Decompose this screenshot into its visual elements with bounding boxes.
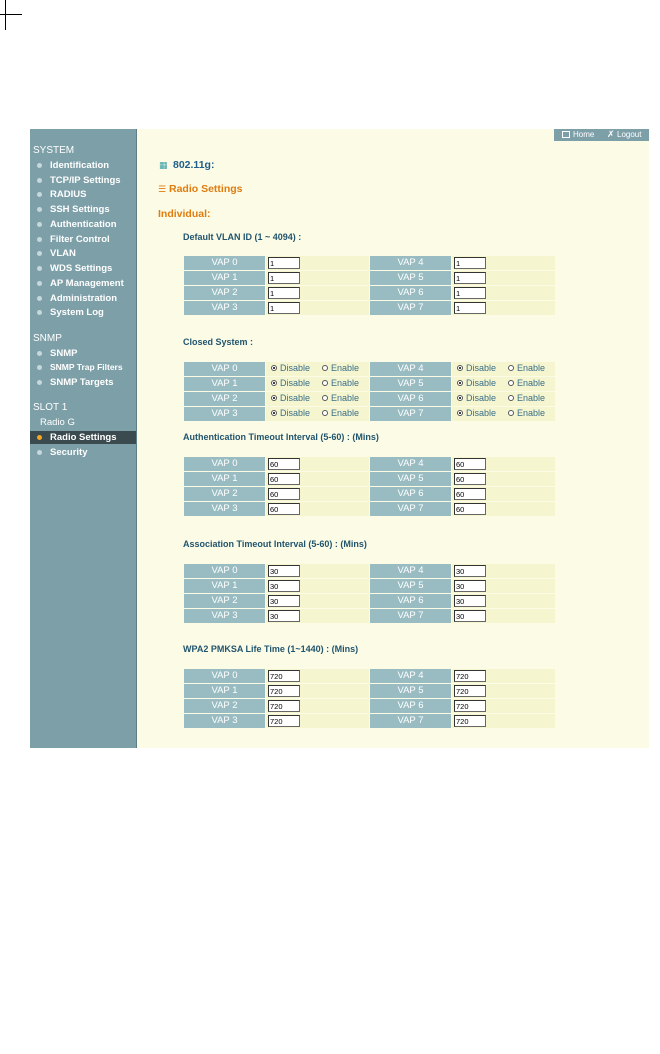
value-cell bbox=[266, 502, 369, 516]
web-admin-window bbox=[30, 129, 649, 748]
table-row bbox=[184, 271, 556, 285]
disable-radio-label: Disable bbox=[280, 393, 311, 403]
sidebar-item-snmp-targets[interactable]: SNMP Targets bbox=[30, 376, 136, 389]
value-cell bbox=[452, 564, 555, 578]
enable-radio[interactable] bbox=[508, 380, 514, 386]
value-cell bbox=[452, 487, 555, 501]
sidebar-item-radio-settings[interactable]: Radio Settings bbox=[30, 431, 136, 444]
vap-label: VAP 1 bbox=[184, 271, 265, 285]
sidebar-item-security[interactable]: Security bbox=[30, 446, 136, 459]
vap-label: VAP 4 bbox=[370, 669, 451, 683]
disable-radio-label: Disable bbox=[466, 393, 497, 403]
table-row bbox=[184, 699, 556, 713]
sidebar-item-snmp[interactable]: SNMP bbox=[30, 347, 136, 360]
enable-radio-label: Enable bbox=[331, 408, 360, 418]
value-cell bbox=[266, 301, 369, 315]
bullet-icon bbox=[37, 207, 42, 212]
vap-label: VAP 2 bbox=[184, 699, 265, 713]
pmksa-lifetime-input[interactable] bbox=[268, 685, 300, 697]
vap-label: VAP 5 bbox=[370, 271, 451, 285]
disable-radio[interactable] bbox=[457, 395, 463, 401]
pmksa-lifetime-input[interactable] bbox=[268, 670, 300, 682]
radio-cell bbox=[452, 377, 555, 391]
value-cell bbox=[266, 579, 369, 593]
vap-label: VAP 7 bbox=[370, 301, 451, 315]
value-cell bbox=[452, 699, 555, 713]
sidebar-item-ssh-settings[interactable]: SSH Settings bbox=[30, 203, 136, 216]
value-cell bbox=[452, 714, 555, 728]
pmksa-section-title: WPA2 PMKSA Life Time (1~1440) : (Mins) bbox=[183, 644, 359, 654]
enable-radio-label: Enable bbox=[517, 363, 546, 373]
enable-radio-label: Enable bbox=[331, 393, 360, 403]
table-row bbox=[184, 714, 556, 728]
assoc-timeout-input[interactable] bbox=[454, 580, 486, 592]
sidebar-item-system-log[interactable]: System Log bbox=[30, 306, 136, 319]
table-row bbox=[184, 362, 556, 376]
auth-timeout-input[interactable] bbox=[454, 488, 486, 500]
table-row bbox=[184, 487, 556, 501]
sidebar-radio-g-label: Radio G bbox=[40, 417, 75, 428]
vap-label: VAP 4 bbox=[370, 256, 451, 270]
value-cell bbox=[452, 301, 555, 315]
sidebar-item-ap-management[interactable]: AP Management bbox=[30, 277, 136, 290]
vap-label: VAP 2 bbox=[184, 594, 265, 608]
table-row bbox=[184, 256, 556, 270]
auth-timeout-input[interactable] bbox=[268, 503, 300, 515]
vap-label: VAP 0 bbox=[184, 457, 265, 471]
radio-cell bbox=[266, 377, 369, 391]
disable-radio[interactable] bbox=[271, 380, 277, 386]
radio-cell bbox=[266, 407, 369, 421]
vlan-id-input[interactable] bbox=[268, 272, 300, 284]
value-cell bbox=[452, 609, 555, 623]
bullet-icon bbox=[37, 296, 42, 301]
value-cell bbox=[266, 487, 369, 501]
enable-radio[interactable] bbox=[322, 410, 328, 416]
bullet-icon bbox=[37, 281, 42, 286]
vlan-section-title: Default VLAN ID (1 ~ 4094) : bbox=[183, 232, 302, 242]
vap-label: VAP 2 bbox=[184, 286, 265, 300]
table-row bbox=[184, 594, 556, 608]
enable-radio-label: Enable bbox=[517, 408, 546, 418]
vap-label: VAP 4 bbox=[370, 457, 451, 471]
closed-system-section-title: Closed System : bbox=[183, 337, 254, 347]
assoc-timeout-input[interactable] bbox=[454, 595, 486, 607]
enable-radio[interactable] bbox=[508, 395, 514, 401]
radio-cell bbox=[266, 362, 369, 376]
table-row bbox=[184, 392, 556, 406]
sidebar-item-radius[interactable]: RADIUS bbox=[30, 188, 136, 201]
bullet-icon bbox=[37, 251, 42, 256]
sidebar-item-snmp-trap-filters[interactable]: SNMP Trap Filters bbox=[30, 361, 136, 374]
disable-radio-label: Disable bbox=[280, 378, 311, 388]
enable-radio-label: Enable bbox=[331, 363, 360, 373]
band-title: 802.11g: bbox=[173, 159, 215, 171]
radio-cell bbox=[266, 392, 369, 406]
section-title: Radio Settings bbox=[169, 183, 243, 195]
bullet-icon bbox=[37, 450, 42, 455]
vap-label: VAP 7 bbox=[370, 407, 451, 421]
vlan-id-input[interactable] bbox=[268, 287, 300, 299]
bullet-icon bbox=[37, 163, 42, 168]
assoc-timeout-input[interactable] bbox=[268, 610, 300, 622]
value-cell bbox=[266, 669, 369, 683]
value-cell bbox=[452, 594, 555, 608]
value-cell bbox=[452, 579, 555, 593]
value-cell bbox=[266, 684, 369, 698]
auth-timeout-input[interactable] bbox=[268, 458, 300, 470]
vap-label: VAP 0 bbox=[184, 669, 265, 683]
value-cell bbox=[266, 594, 369, 608]
logout-icon: ✗ bbox=[607, 129, 615, 139]
table-row bbox=[184, 669, 556, 683]
sidebar-item-vlan[interactable]: VLAN bbox=[30, 247, 136, 260]
vap-label: VAP 3 bbox=[184, 407, 265, 421]
vap-label: VAP 6 bbox=[370, 594, 451, 608]
table-row bbox=[184, 609, 556, 623]
sidebar-item-wds-settings[interactable]: WDS Settings bbox=[30, 262, 136, 275]
menu-icon: ☰ bbox=[158, 184, 167, 194]
value-cell bbox=[266, 286, 369, 300]
crop-mark-horizontal bbox=[0, 14, 22, 15]
value-cell bbox=[266, 609, 369, 623]
bullet-icon bbox=[37, 351, 42, 356]
radio-cell bbox=[452, 407, 555, 421]
enable-radio-label: Enable bbox=[517, 378, 546, 388]
vap-label: VAP 1 bbox=[184, 377, 265, 391]
assoc-timeout-input[interactable] bbox=[268, 565, 300, 577]
vap-label: VAP 4 bbox=[370, 362, 451, 376]
value-cell bbox=[452, 472, 555, 486]
sidebar-item-tcpip-settings[interactable]: TCP/IP Settings bbox=[30, 174, 136, 187]
sidebar-item-filter-control[interactable]: Filter Control bbox=[30, 233, 136, 246]
assoc-timeout-input[interactable] bbox=[454, 565, 486, 577]
value-cell bbox=[452, 669, 555, 683]
vap-label: VAP 7 bbox=[370, 502, 451, 516]
sidebar-item-identification[interactable]: Identification bbox=[30, 159, 136, 172]
vap-label: VAP 5 bbox=[370, 472, 451, 486]
table-row bbox=[184, 472, 556, 486]
top-link-bar bbox=[554, 129, 649, 141]
vap-label: VAP 4 bbox=[370, 564, 451, 578]
vap-label: VAP 7 bbox=[370, 609, 451, 623]
value-cell bbox=[266, 564, 369, 578]
table-row bbox=[184, 286, 556, 300]
bullet-icon bbox=[37, 266, 42, 271]
radio-cell bbox=[452, 362, 555, 376]
vlan-id-input[interactable] bbox=[454, 272, 486, 284]
value-cell bbox=[452, 457, 555, 471]
value-cell bbox=[266, 256, 369, 270]
bullet-icon bbox=[37, 365, 42, 370]
table-row bbox=[184, 502, 556, 516]
vap-label: VAP 0 bbox=[184, 564, 265, 578]
table-row bbox=[184, 301, 556, 315]
auth-timeout-input[interactable] bbox=[268, 473, 300, 485]
enable-radio[interactable] bbox=[322, 365, 328, 371]
home-icon bbox=[562, 131, 570, 138]
vap-label: VAP 3 bbox=[184, 502, 265, 516]
bullet-icon bbox=[37, 237, 42, 242]
main-content bbox=[137, 129, 649, 748]
value-cell bbox=[266, 271, 369, 285]
value-cell bbox=[452, 684, 555, 698]
pmksa-lifetime-input[interactable] bbox=[454, 700, 486, 712]
assoc-timeout-input[interactable] bbox=[268, 595, 300, 607]
radio-cell bbox=[452, 392, 555, 406]
auth-timeout-section-title: Authentication Timeout Interval (5-60) : (Mins) bbox=[183, 432, 379, 442]
vlan-id-input[interactable] bbox=[268, 257, 300, 269]
bullet-icon bbox=[37, 222, 42, 227]
vlan-id-input[interactable] bbox=[268, 302, 300, 314]
bullet-icon bbox=[37, 310, 42, 315]
vap-label: VAP 3 bbox=[184, 301, 265, 315]
disable-radio[interactable] bbox=[271, 395, 277, 401]
auth-timeout-input[interactable] bbox=[454, 503, 486, 515]
enable-radio[interactable] bbox=[508, 410, 514, 416]
vlan-id-input[interactable] bbox=[454, 287, 486, 299]
bullet-icon bbox=[37, 192, 42, 197]
pmksa-lifetime-input[interactable] bbox=[268, 700, 300, 712]
vap-label: VAP 3 bbox=[184, 609, 265, 623]
disable-radio-label: Disable bbox=[466, 408, 497, 418]
grid-icon: ▦ bbox=[159, 160, 168, 170]
enable-radio-label: Enable bbox=[331, 378, 360, 388]
assoc-timeout-section-title: Association Timeout Interval (5-60) : (Mins) bbox=[183, 539, 367, 549]
enable-radio-label: Enable bbox=[517, 393, 546, 403]
vap-label: VAP 6 bbox=[370, 699, 451, 713]
bullet-icon bbox=[37, 178, 42, 183]
pmksa-lifetime-input[interactable] bbox=[454, 685, 486, 697]
disable-radio[interactable] bbox=[457, 365, 463, 371]
value-cell bbox=[452, 256, 555, 270]
table-row bbox=[184, 457, 556, 471]
vap-label: VAP 7 bbox=[370, 714, 451, 728]
disable-radio-label: Disable bbox=[280, 363, 311, 373]
home-link[interactable]: Home bbox=[573, 130, 595, 139]
table-row bbox=[184, 579, 556, 593]
value-cell bbox=[266, 714, 369, 728]
vap-label: VAP 2 bbox=[184, 392, 265, 406]
vap-label: VAP 6 bbox=[370, 487, 451, 501]
disable-radio[interactable] bbox=[457, 380, 463, 386]
logout-link[interactable]: Logout bbox=[617, 130, 642, 139]
sidebar bbox=[30, 129, 137, 748]
sidebar-item-administration[interactable]: Administration bbox=[30, 292, 136, 305]
sidebar-header-snmp: SNMP bbox=[33, 333, 62, 344]
vap-label: VAP 1 bbox=[184, 684, 265, 698]
enable-radio[interactable] bbox=[322, 380, 328, 386]
vap-label: VAP 1 bbox=[184, 472, 265, 486]
auth-timeout-input[interactable] bbox=[268, 488, 300, 500]
value-cell bbox=[452, 271, 555, 285]
disable-radio-label: Disable bbox=[280, 408, 311, 418]
pmksa-lifetime-input[interactable] bbox=[454, 715, 486, 727]
vap-label: VAP 1 bbox=[184, 579, 265, 593]
disable-radio[interactable] bbox=[271, 410, 277, 416]
value-cell bbox=[452, 286, 555, 300]
disable-radio-label: Disable bbox=[466, 378, 497, 388]
auth-timeout-input[interactable] bbox=[454, 473, 486, 485]
vap-label: VAP 5 bbox=[370, 579, 451, 593]
vap-label: VAP 5 bbox=[370, 684, 451, 698]
vap-label: VAP 0 bbox=[184, 256, 265, 270]
sidebar-item-authentication[interactable]: Authentication bbox=[30, 218, 136, 231]
vap-label: VAP 6 bbox=[370, 392, 451, 406]
vap-label: VAP 5 bbox=[370, 377, 451, 391]
crop-mark-vertical bbox=[5, 0, 6, 30]
vap-label: VAP 3 bbox=[184, 714, 265, 728]
vap-label: VAP 6 bbox=[370, 286, 451, 300]
auth-timeout-input[interactable] bbox=[454, 458, 486, 470]
vlan-id-input[interactable] bbox=[454, 302, 486, 314]
pmksa-lifetime-input[interactable] bbox=[454, 670, 486, 682]
pmksa-lifetime-input[interactable] bbox=[268, 715, 300, 727]
table-row bbox=[184, 684, 556, 698]
vlan-id-input[interactable] bbox=[454, 257, 486, 269]
value-cell bbox=[266, 472, 369, 486]
enable-radio[interactable] bbox=[322, 395, 328, 401]
vap-label: VAP 2 bbox=[184, 487, 265, 501]
bullet-icon bbox=[37, 435, 42, 440]
assoc-timeout-input[interactable] bbox=[454, 610, 486, 622]
sidebar-header-slot1: SLOT 1 bbox=[33, 402, 68, 413]
vap-label: VAP 0 bbox=[184, 362, 265, 376]
assoc-timeout-input[interactable] bbox=[268, 580, 300, 592]
value-cell bbox=[452, 502, 555, 516]
individual-title: Individual: bbox=[158, 208, 211, 220]
bullet-icon bbox=[37, 380, 42, 385]
disable-radio[interactable] bbox=[271, 365, 277, 371]
table-row bbox=[184, 407, 556, 421]
disable-radio-label: Disable bbox=[466, 363, 497, 373]
sidebar-header-system: SYSTEM bbox=[33, 145, 75, 156]
table-row bbox=[184, 564, 556, 578]
value-cell bbox=[266, 699, 369, 713]
value-cell bbox=[266, 457, 369, 471]
enable-radio[interactable] bbox=[508, 365, 514, 371]
table-row bbox=[184, 377, 556, 391]
disable-radio[interactable] bbox=[457, 410, 463, 416]
